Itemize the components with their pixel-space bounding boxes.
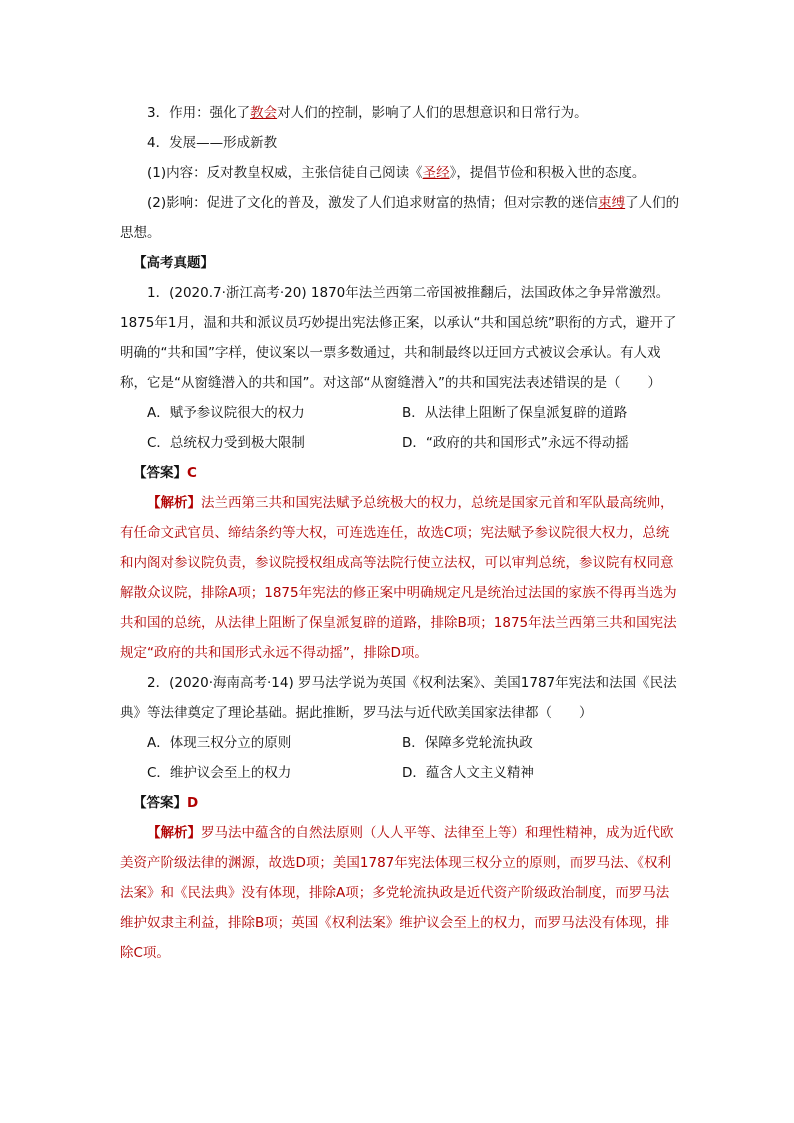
keyword-bible: 圣经: [422, 165, 450, 181]
question-1-option-a: A．赋予参议院很大的权力: [147, 405, 305, 421]
question-2-option-c: C．维护议会至上的权力: [147, 765, 292, 781]
development-heading: 4．发展——形成新教: [147, 135, 278, 151]
question-1-option-d: D．“政府的共和国形式”永远不得动摇: [402, 435, 629, 451]
section-title: 【高考真题】: [133, 255, 214, 271]
question-1-option-b: B．从法律上阻断了保皇派复辟的道路: [402, 405, 628, 421]
question-2-option-d: D．蕴含人文主义精神: [402, 765, 534, 781]
document-content: [120, 98, 680, 968]
question-1-options-row-2: [120, 428, 680, 458]
question-2-options-row-2: [120, 758, 680, 788]
influence-paragraph: (2)影响：促进了文化的普及，激发了人们追求财富的热情；但对宗教的迷信束缚了人们的思想。: [120, 195, 680, 241]
question-2-options-row-1: [120, 728, 680, 758]
effect-paragraph: 3．作用：强化了教会对人们的控制，影响了人们的思想意识和日常行为。: [147, 105, 588, 121]
question-1-option-c: C．总统权力受到极大限制: [147, 435, 305, 451]
question-2-stem: 2．(2020·海南高考·14) 罗马法学说为英国《权利法案》、美国1787年宪法和法国《民法典》等法律奠定了理论基础。据此推断，罗马法与近代欧美国家法律都（ ）: [120, 675, 677, 721]
question-2-analysis: 【解析】罗马法中蕴含的自然法原则（人人平等、法律至上等）和理性精神，成为近代欧美资产阶级法律的渊源，故选D项；美国1787年宪法体现三权分立的原则，而罗马法、《权利法案》和《民法典》没有体现，排除A项；多党轮流执政是近代资产阶级政治制度，而罗马法维护奴隶主利益，排除B项；英国《权利法案》维护议会至上的权力，而罗马法没有体现，排除C项。: [120, 825, 674, 961]
question-2-answer: 【答案】D: [133, 795, 199, 811]
question-2-option-b: B．保障多党轮流执政: [402, 735, 533, 751]
question-1-analysis: 【解析】法兰西第三共和国宪法赋予总统极大的权力，总统是国家元首和军队最高统帅，有任命文武官员、缔结条约等大权，可连选连任，故选C项；宪法赋予参议院很大权力，总统和内阁对参议院负责，参议院授权组成高等法院行使立法权，可以审判总统，参议院有权同意解散众议院，排除A项；1875年宪法的修正案中明确规定凡是统治过法国的家族不得再当选为共和国的总统，从法律上阻断了保皇派复辟的道路，排除B项；1875年法兰西第三共和国宪法规定“政府的共和国形式永远不得动摇”，排除D项。: [120, 495, 677, 661]
question-1-options-row-1: [120, 398, 680, 428]
keyword-church: 教会: [250, 105, 278, 121]
question-2-option-a: A．体现三权分立的原则: [147, 735, 292, 751]
question-1-answer: 【答案】C: [133, 465, 197, 481]
question-1-stem: 1．(2020.7·浙江高考·20) 1870年法兰西第二帝国被推翻后，法国政体之争异常激烈。1875年1月，温和共和派议员巧妙提出宪法修正案，以承认“共和国总统”职衔的方式，避开了明确的“共和国”字样，使议案以一票多数通过，共和制最终以迂回方式被议会承认。有人戏称，它是“从窗缝潜入的共和国”。对这部“从窗缝潜入”的共和国宪法表述错误的是（ ）: [120, 285, 677, 391]
keyword-bind: 束缚: [598, 195, 626, 211]
content-paragraph: (1)内容：反对教皇权威，主张信徒自己阅读《圣经》，提倡节俭和积极入世的态度。: [147, 165, 646, 181]
